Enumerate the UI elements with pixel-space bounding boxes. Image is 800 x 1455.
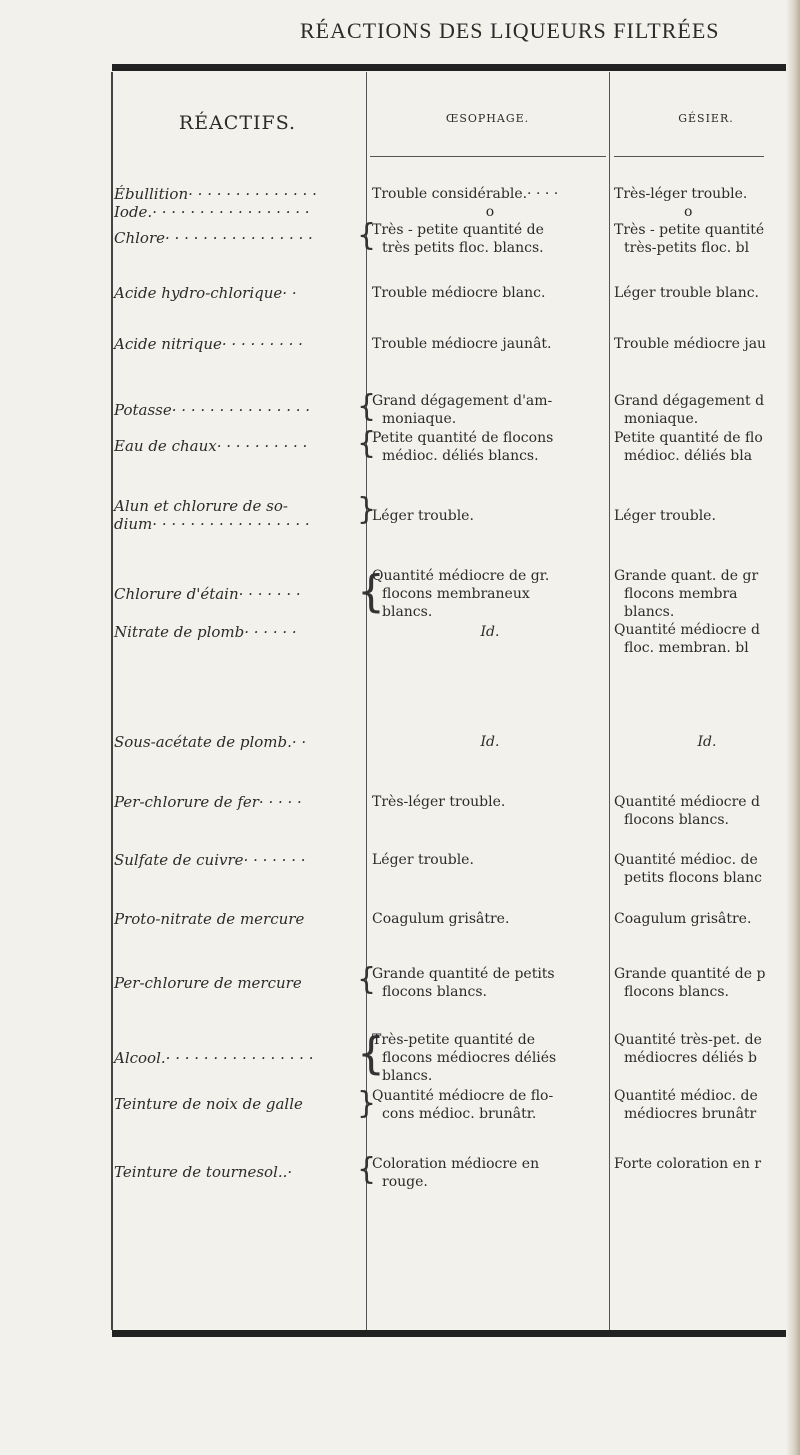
gesier-cell: Trouble médiocre jau	[614, 336, 767, 352]
gesier-cell: Quantité médioc. de	[614, 852, 758, 868]
brace: {	[357, 218, 377, 253]
brace: {	[357, 426, 377, 461]
reactif-chlorure-etain: Chlorure d'étain· · · · · · ·	[114, 585, 301, 603]
gesier-cell: Quantité très-pet. de	[614, 1032, 762, 1048]
oesophage-cell: Grand dégagement d'am-	[372, 393, 553, 409]
brace: {	[357, 389, 377, 424]
gesier-cell: Coagulum grisâtre.	[614, 911, 752, 927]
reactif-per-chlorure-mercure: Per-chlorure de mercure	[114, 974, 302, 992]
oesophage-cell: très petits floc. blancs.	[382, 240, 544, 256]
gesier-cell: Très - petite quantité	[614, 222, 765, 238]
gesier-cell: Très-léger trouble.	[614, 186, 748, 202]
oesophage-cell: blancs.	[382, 1068, 433, 1084]
column-divider-1	[366, 72, 367, 1330]
oesophage-cell: Quantité médiocre de flo-	[372, 1088, 554, 1104]
oesophage-cell: Léger trouble.	[372, 852, 474, 868]
oesophage-cell: Id.	[480, 624, 500, 640]
oesophage-cell: Très-léger trouble.	[372, 794, 506, 810]
gesier-cell: très-petits floc. bl	[624, 240, 750, 256]
gesier-cell: médioc. déliés bla	[624, 448, 753, 464]
gesier-cell: médiocres brunâtr	[624, 1106, 757, 1122]
header-gesier: GÉSIER.	[678, 112, 734, 125]
reactif-teinture-noix-galle: Teinture de noix de galle	[114, 1095, 303, 1113]
reactif-ebullition: Ébullition· · · · · · · · · · · · · ·	[114, 185, 317, 203]
reactif-chlore: Chlore· · · · · · · · · · · · · · · ·	[114, 229, 313, 247]
oesophage-cell: flocons membraneux	[382, 586, 530, 602]
oesophage-cell: o	[485, 204, 495, 220]
reactif-proto-nitrate-mercure: Proto-nitrate de mercure	[114, 910, 305, 928]
gesier-cell: petits flocons blanc	[624, 870, 762, 886]
oesophage-cell: Grande quantité de petits	[372, 966, 555, 982]
header-reactifs: RÉACTIFS.	[178, 112, 297, 134]
gesier-cell: Léger trouble.	[614, 508, 716, 524]
gesier-cell: blancs.	[624, 604, 675, 620]
gesier-cell: Forte coloration en r	[614, 1156, 762, 1172]
oesophage-cell: médioc. déliés blancs.	[382, 448, 539, 464]
oesophage-cell: rouge.	[382, 1174, 428, 1190]
oesophage-cell: Coloration médiocre en	[372, 1156, 540, 1172]
oesophage-cell: Très-petite quantité de	[372, 1032, 535, 1048]
oesophage-cell: Très - petite quantité de	[372, 222, 544, 238]
gesier-cell: moniaque.	[624, 411, 699, 427]
oesophage-cell: blancs.	[382, 604, 433, 620]
gesier-cell: Grand dégagement d	[614, 393, 765, 409]
oesophage-cell: flocons blancs.	[382, 984, 487, 1000]
oesophage-cell: Trouble médiocre blanc.	[372, 285, 546, 301]
header-rule-gesier	[614, 156, 764, 157]
gesier-cell: Quantité médiocre d	[614, 794, 760, 810]
reactif-sous-acetate-plomb: Sous-acétate de plomb.· ·	[114, 733, 307, 751]
gesier-cell: flocons blancs.	[624, 812, 729, 828]
column-divider-2	[609, 72, 610, 1330]
oesophage-cell: Trouble médiocre jaunât.	[372, 336, 552, 352]
oesophage-cell: cons médioc. brunâtr.	[382, 1106, 537, 1122]
brace: }	[357, 1086, 377, 1121]
gesier-cell: Quantité médiocre d	[614, 622, 760, 638]
gesier-cell: médiocres déliés b	[624, 1050, 757, 1066]
gesier-cell: flocons membra	[624, 586, 738, 602]
gesier-cell: Léger trouble blanc.	[614, 285, 760, 301]
gesier-cell: Quantité médioc. de	[614, 1088, 758, 1104]
table-left-rule	[111, 72, 113, 1330]
brace: {	[357, 1152, 377, 1187]
oesophage-cell: Coagulum grisâtre.	[372, 911, 510, 927]
oesophage-cell: moniaque.	[382, 411, 457, 427]
brace: }	[357, 492, 377, 527]
reactif-alcool: Alcool.· · · · · · · · · · · · · · · ·	[114, 1049, 314, 1067]
reactif-teinture-tournesol: Teinture de tournesol..·	[114, 1163, 293, 1181]
oesophage-cell: Id.	[480, 734, 500, 750]
page-edge-shadow	[786, 0, 800, 1455]
gesier-cell: floc. membran. bl	[624, 640, 749, 656]
oesophage-cell: Quantité médiocre de gr.	[372, 568, 550, 584]
reactif-potasse: Potasse· · · · · · · · · · · · · · ·	[114, 401, 311, 419]
reactif-iode: Iode.· · · · · · · · · · · · · · · · ·	[114, 203, 310, 221]
reactif-nitrate-plomb: Nitrate de plomb· · · · · ·	[114, 623, 297, 641]
brace: {	[357, 566, 385, 617]
page-title: RÉACTIONS DES LIQUEURS FILTRÉES	[300, 18, 720, 43]
reactif-sulfate-cuivre: Sulfate de cuivre· · · · · · ·	[114, 851, 306, 869]
gesier-cell: o	[684, 204, 693, 220]
brace: {	[357, 1028, 385, 1079]
table-bottom-rule	[112, 1330, 800, 1337]
oesophage-cell: Petite quantité de flocons	[372, 430, 554, 446]
reactif-acide-hydro-chlorique: Acide hydro-chlorique· ·	[114, 284, 297, 302]
gesier-cell: Petite quantité de flo	[614, 430, 763, 446]
header-rule-oesophage	[370, 156, 606, 157]
reactif-alun-chlorure-sodium-cont: dium· · · · · · · · · · · · · · · · ·	[114, 515, 310, 533]
brace: {	[357, 962, 377, 997]
gesier-cell: Id.	[697, 734, 717, 750]
reactif-per-chlorure-fer: Per-chlorure de fer· · · · ·	[114, 793, 302, 811]
table-top-rule	[112, 64, 800, 71]
reactif-alun-chlorure-sodium: Alun et chlorure de so-	[114, 497, 288, 515]
gesier-cell: flocons blancs.	[624, 984, 729, 1000]
gesier-cell: Grande quantité de p	[614, 966, 766, 982]
reactif-acide-nitrique: Acide nitrique· · · · · · · · ·	[114, 335, 303, 353]
header-oesophage: ŒSOPHAGE.	[445, 112, 530, 125]
gesier-cell: Grande quant. de gr	[614, 568, 759, 584]
oesophage-cell: Trouble considérable.· · · ·	[372, 186, 559, 202]
reactif-eau-de-chaux: Eau de chaux· · · · · · · · · ·	[114, 437, 308, 455]
oesophage-cell: Léger trouble.	[372, 508, 474, 524]
oesophage-cell: flocons médiocres déliés	[382, 1050, 557, 1066]
